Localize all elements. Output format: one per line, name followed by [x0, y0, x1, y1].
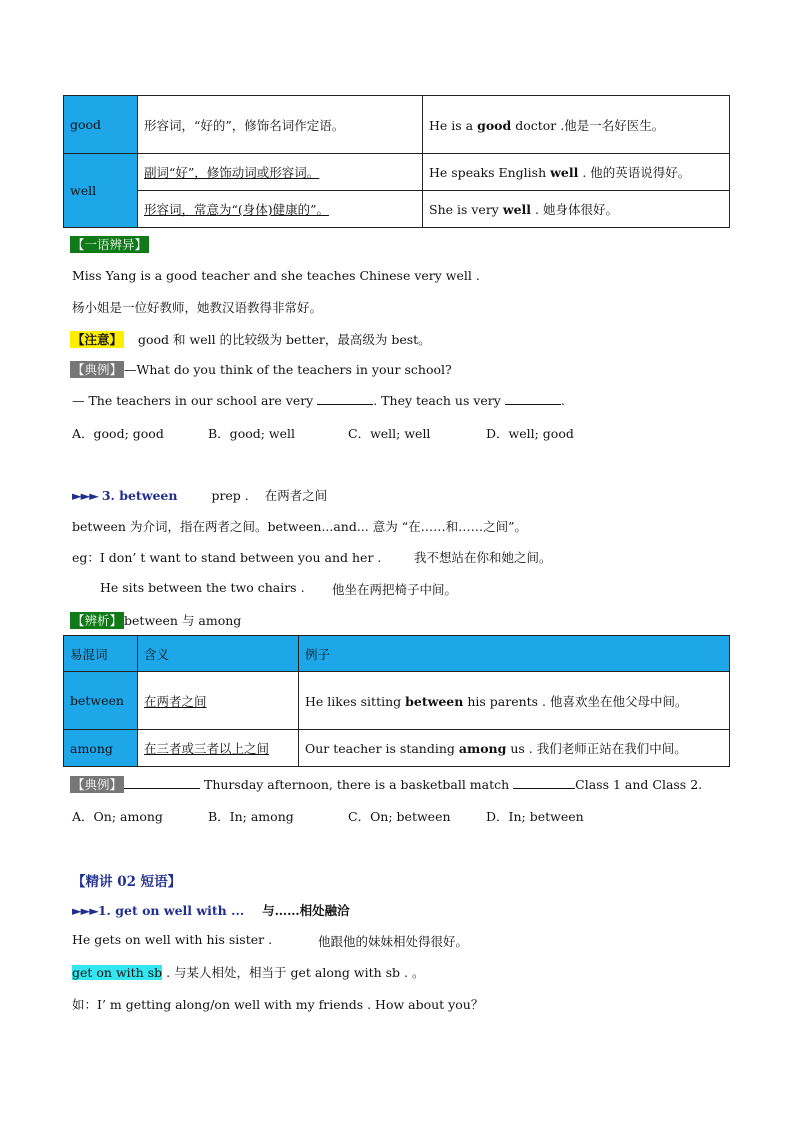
example-tag: 【典例】 — [72, 362, 123, 377]
example-en: He gets on well with his sister . — [72, 932, 273, 947]
option-b[interactable]: B．good; well — [208, 426, 296, 441]
analysis-tag: 【辨析】 — [72, 613, 123, 628]
option-c[interactable]: C．On; between — [348, 809, 451, 824]
note-line-cn: 杨小姐是一位好教师，她教汉语教得非常好。 — [72, 300, 323, 315]
answer-blank[interactable] — [124, 776, 200, 789]
table-header-row — [64, 636, 730, 672]
option-a[interactable]: A．On; among — [72, 809, 163, 824]
note-tag: 【一语辨异】 — [72, 237, 148, 252]
attention-tag: 【注意】 — [72, 332, 123, 347]
word-cell: among — [64, 730, 138, 767]
example-tag: 【典例】 — [72, 777, 123, 792]
arrow-icon: ►►► — [72, 903, 98, 918]
phrase-heading: ►►►1. get on well with ... 与……相处融洽 — [72, 903, 350, 918]
table-row — [64, 96, 730, 154]
example1-question: 【典例】 —What do you think of the teachers in your school? — [72, 362, 452, 377]
meaning-cell: 在三者或三者以上之间 — [138, 730, 299, 767]
table-row — [64, 730, 730, 767]
header-cell: 例子 — [299, 636, 730, 672]
answer-blank[interactable] — [513, 776, 575, 789]
answer-blank[interactable] — [505, 392, 561, 405]
example-cn: 我不想站在你和她之间。 — [414, 550, 552, 565]
example-cn: 他跟他的妹妹相处得很好。 — [318, 934, 469, 949]
option-d[interactable]: D．well; good — [486, 426, 574, 441]
phrase-note: get on with sb . 与某人相处，相当于 get along with sb . 。 — [72, 965, 425, 980]
example-en: eg：I don’ t want to stand between you and her . — [72, 550, 382, 565]
between-among-table — [63, 635, 730, 767]
phrase-example: 如：I’ m getting along/on well with my friends . How about you？ — [72, 997, 484, 1012]
example-cell: He is a good doctor .他是一名好医生。 — [423, 96, 730, 154]
word-cell: between — [64, 672, 138, 730]
word-cell: good — [64, 96, 138, 154]
arrow-icon: ►►► — [72, 488, 98, 503]
section-desc: between 为介词，指在两者之间。between...and... 意为 “在……和……之间”。 — [72, 519, 527, 534]
note-line-en: Miss Yang is a good teacher and she teaches Chinese very well . — [72, 268, 480, 283]
section-title: 【精讲 02 短语】 — [72, 874, 182, 890]
option-b[interactable]: B．In; among — [208, 809, 294, 824]
table-row — [64, 191, 730, 228]
highlight-phrase: get on with sb — [72, 965, 163, 980]
table-row — [64, 672, 730, 730]
table-row — [64, 154, 730, 191]
meaning-cell: 形容词，常意为“(身体)健康的”。 — [138, 191, 423, 228]
example2-question: 【典例】 Thursday afternoon, there is a basketball match Class 1 and Class 2. — [72, 777, 703, 792]
answer-blank[interactable] — [317, 392, 373, 405]
example-cn: 他坐在两把椅子中间。 — [332, 582, 458, 597]
analysis-line: 【辨析】 between 与 among — [72, 613, 242, 628]
option-a[interactable]: A．good; good — [72, 426, 164, 441]
example-cell: She is very well . 她身体很好。 — [423, 191, 730, 228]
option-c[interactable]: C．well; well — [348, 426, 431, 441]
example-cell: He likes sitting between his parents . 他喜欢坐在他父母中间。 — [299, 672, 730, 730]
meaning-cell: 在两者之间 — [138, 672, 299, 730]
section-heading: ►►► 3. between prep . 在两者之间 — [72, 488, 328, 503]
meaning-cell: 副词“好”，修饰动词或形容词。 — [138, 154, 423, 191]
attention-line: 【注意】 good 和 well 的比较级为 better，最高级为 best。 — [72, 332, 431, 347]
example1-blank-line: — The teachers in our school are very . They teach us very . — [72, 393, 565, 408]
example-en: He sits between the two chairs . — [100, 580, 305, 595]
option-d[interactable]: D．In; between — [486, 809, 584, 824]
header-cell: 含义 — [138, 636, 299, 672]
example-cell: Our teacher is standing among us . 我们老师正站在我们中间。 — [299, 730, 730, 767]
word-cell: well — [64, 154, 138, 228]
example-cell: He speaks English well . 他的英语说得好。 — [423, 154, 730, 191]
header-cell: 易混词 — [64, 636, 138, 672]
good-well-table — [63, 95, 730, 228]
meaning-cell: 形容词，“好的”，修饰名词作定语。 — [138, 96, 423, 154]
